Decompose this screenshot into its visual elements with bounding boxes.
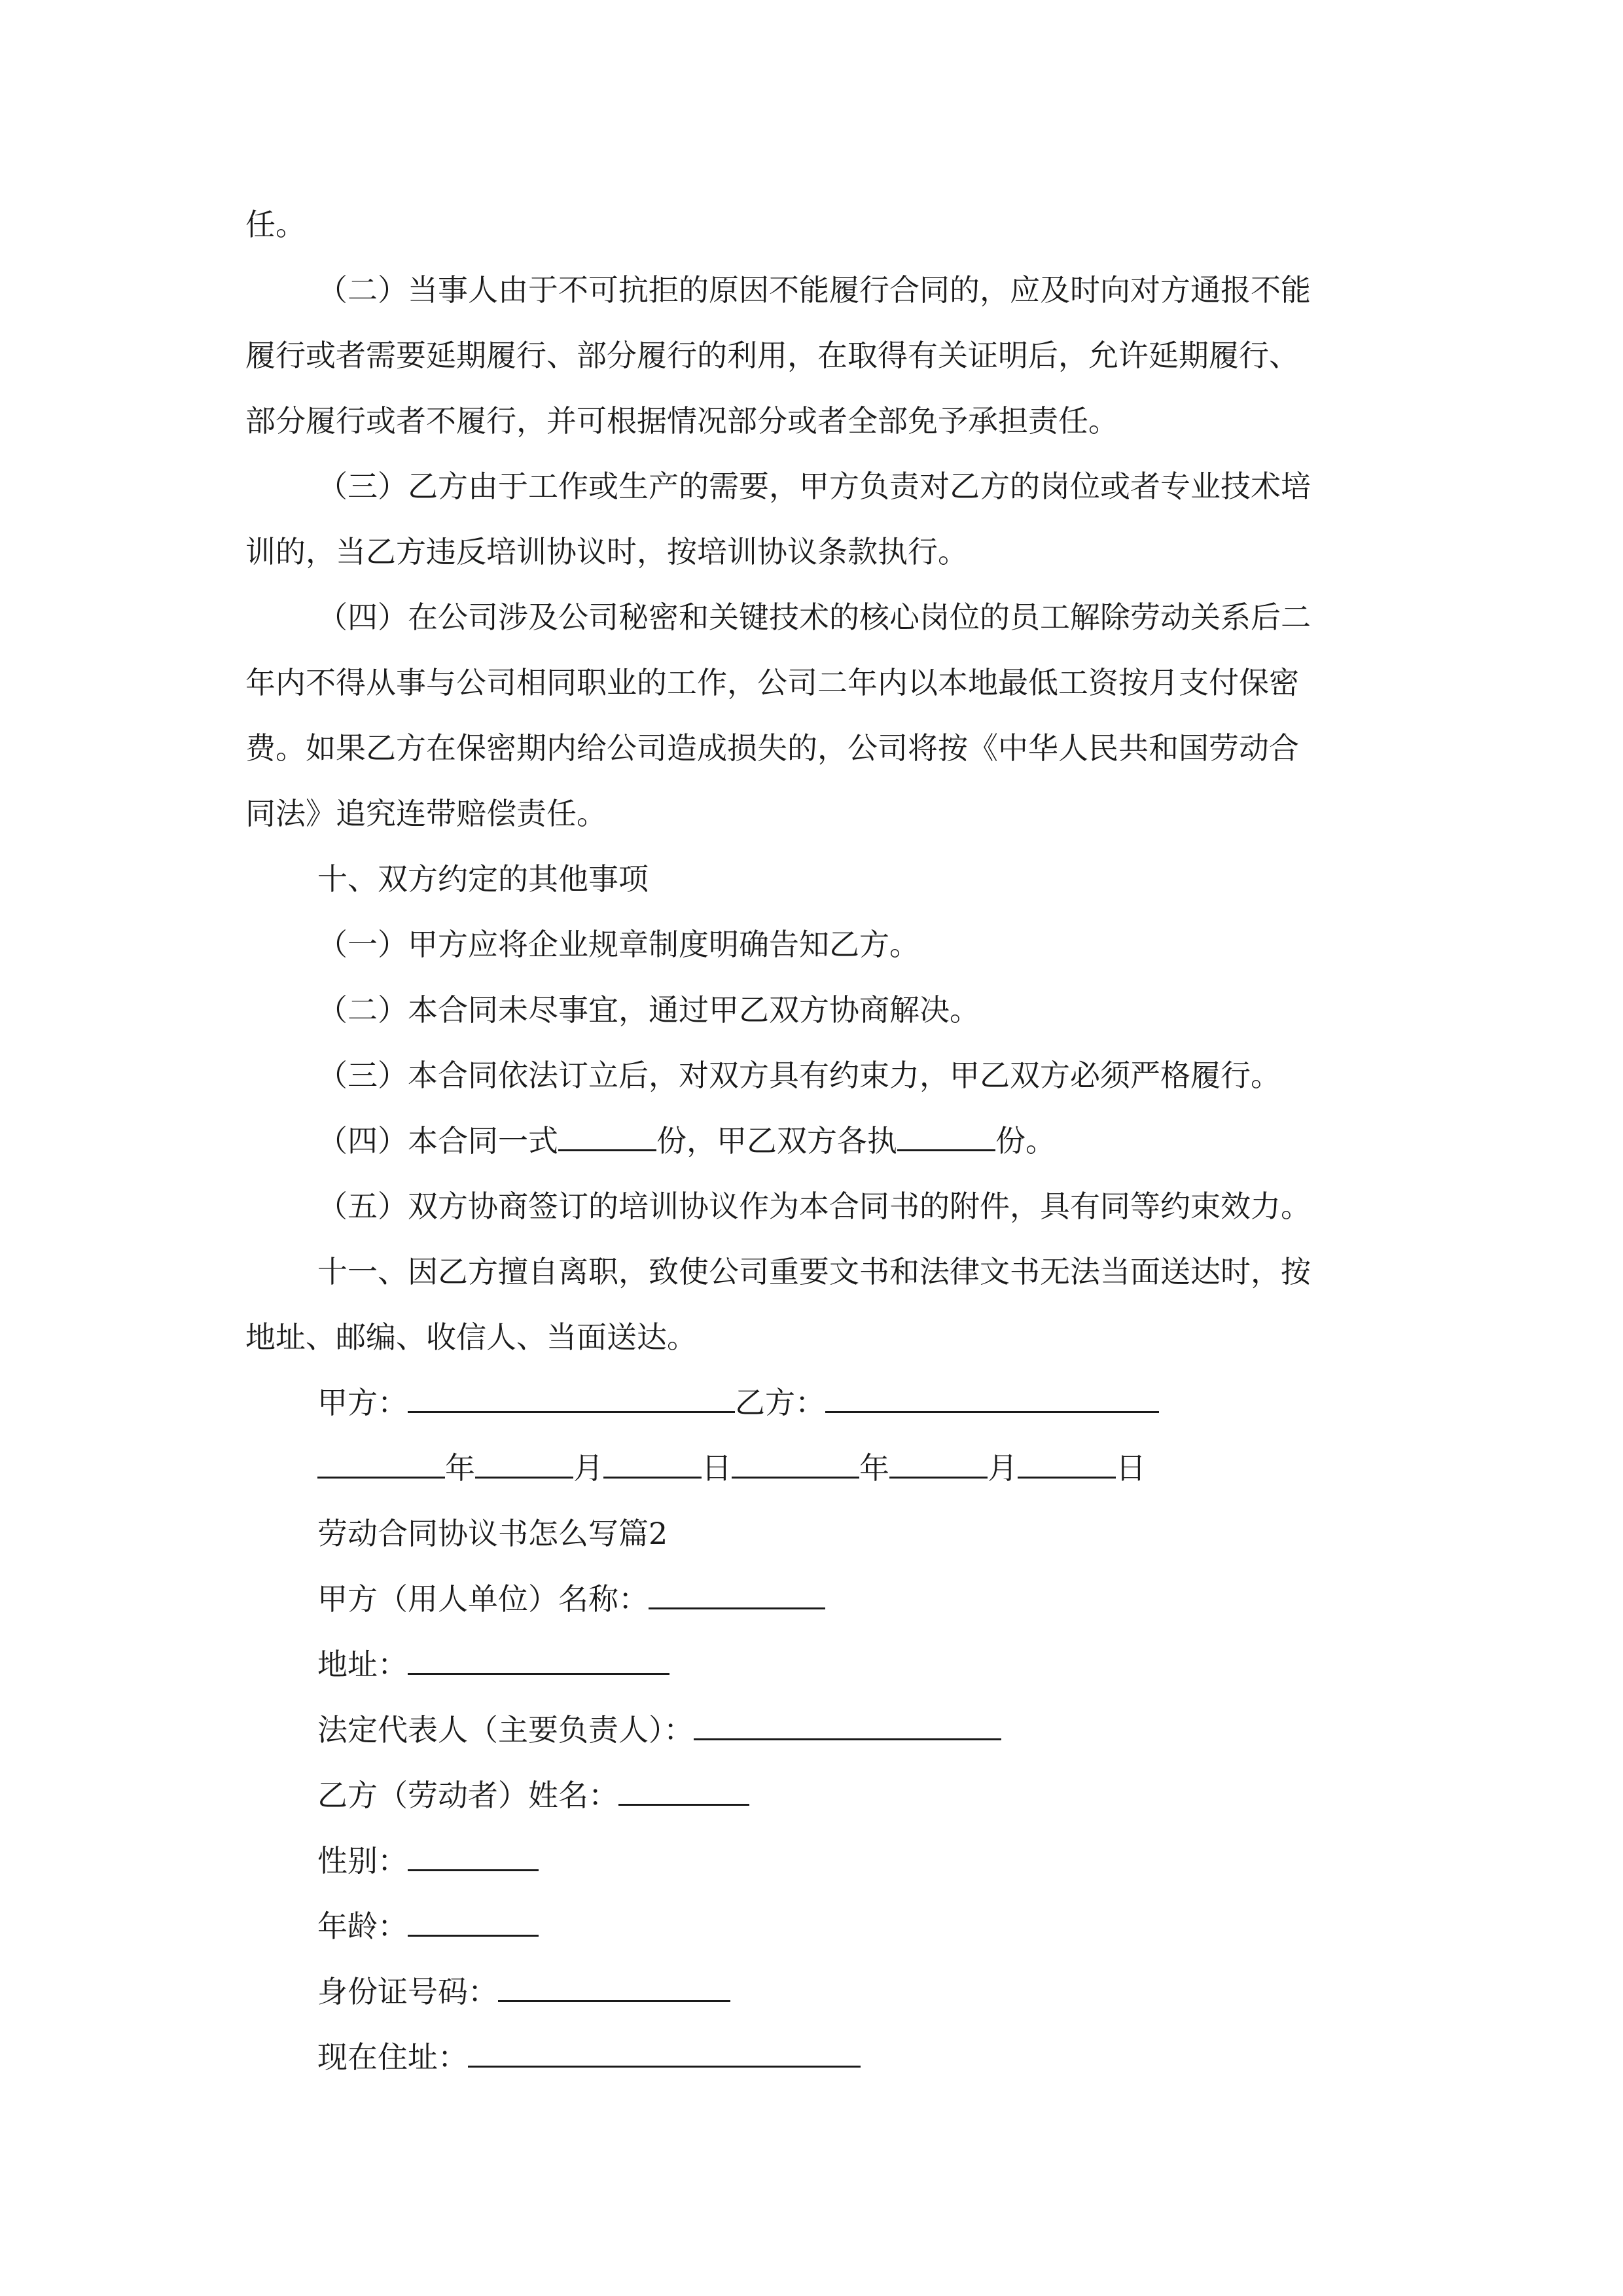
- text-line: （二）当事人由于不可抗拒的原因不能履行合同的，应及时向对方通报不能: [317, 272, 1311, 308]
- signature-line: [317, 1383, 1159, 1422]
- form-field-address: [317, 1645, 669, 1684]
- text-line: 训的，当乙方违反培训协议时，按培训协议条款执行。: [245, 534, 968, 569]
- day-unit: 日: [702, 1450, 732, 1486]
- gender-blank[interactable]: [408, 1843, 539, 1871]
- party-b-label: 乙方：: [735, 1385, 825, 1420]
- address-blank[interactable]: [408, 1647, 669, 1675]
- text-line: 年内不得从事与公司相同职业的工作，公司二年内以本地最低工资按月支付保密: [245, 665, 1299, 700]
- section-title: 劳动合同协议书怎么写篇2: [317, 1516, 668, 1551]
- year-b-blank[interactable]: [732, 1450, 859, 1479]
- month-unit: 月: [573, 1450, 603, 1486]
- year-unit: 年: [859, 1450, 889, 1486]
- field-label: 现在住址：: [317, 2039, 468, 2075]
- form-field-legal-rep: [317, 1710, 1001, 1749]
- text-line: 任。: [245, 207, 306, 242]
- text-line: （三）乙方由于工作或生产的需要，甲方负责对乙方的岗位或者专业技术培: [317, 469, 1311, 504]
- form-field-current-address: [317, 2037, 861, 2077]
- year-unit: 年: [445, 1450, 475, 1486]
- day-b-blank[interactable]: [1018, 1450, 1116, 1479]
- employee-name-blank[interactable]: [618, 1778, 749, 1806]
- copies-total-blank[interactable]: [558, 1123, 656, 1151]
- section-heading: 十、双方约定的其他事项: [317, 861, 649, 897]
- id-number-blank[interactable]: [498, 1974, 730, 2002]
- month-unit: 月: [988, 1450, 1018, 1486]
- day-unit: 日: [1116, 1450, 1146, 1486]
- form-field-age: [317, 1907, 539, 1946]
- field-label: 法定代表人（主要负责人）：: [317, 1712, 694, 1748]
- copies-each-blank[interactable]: [897, 1123, 995, 1151]
- field-label: 乙方（劳动者）姓名：: [317, 1778, 618, 1813]
- text-line: 履行或者需要延期履行、部分履行的利用，在取得有关证明后，允许延期履行、: [245, 338, 1299, 373]
- month-b-blank[interactable]: [889, 1450, 988, 1479]
- field-label: 身份证号码：: [317, 1974, 498, 2009]
- field-label: 年龄：: [317, 1909, 408, 1944]
- section-heading: 十一、因乙方擅自离职，致使公司重要文书和法律文书无法当面送达时，按: [317, 1254, 1311, 1289]
- form-field-employer-name: [317, 1579, 825, 1619]
- text-line: （四）在公司涉及公司秘密和关键技术的核心岗位的员工解除劳动关系后二: [317, 600, 1311, 635]
- current-address-blank[interactable]: [468, 2039, 861, 2068]
- party-a-label: 甲方：: [317, 1385, 408, 1420]
- text-line: 同法》追究连带赔偿责任。: [245, 796, 607, 831]
- age-blank[interactable]: [408, 1909, 539, 1937]
- field-label: 甲方（用人单位）名称：: [317, 1581, 649, 1617]
- employer-name-blank[interactable]: [649, 1581, 825, 1609]
- text-line: （二）本合同未尽事宜，通过甲乙双方协商解决。: [317, 992, 980, 1028]
- legal-rep-blank[interactable]: [694, 1712, 1001, 1740]
- text-line: 部分履行或者不履行，并可根据情况部分或者全部免予承担责任。: [245, 403, 1118, 439]
- text-line: （三）本合同依法订立后，对双方具有约束力，甲乙双方必须严格履行。: [317, 1058, 1281, 1093]
- text-line: （一）甲方应将企业规章制度明确告知乙方。: [317, 927, 919, 962]
- party-a-blank[interactable]: [408, 1385, 735, 1413]
- form-field-id-number: [317, 1972, 730, 2011]
- copies-suffix: 份。: [995, 1123, 1056, 1158]
- month-a-blank[interactable]: [475, 1450, 573, 1479]
- party-b-blank[interactable]: [825, 1385, 1159, 1413]
- form-field-employee-name: [317, 1776, 749, 1815]
- copies-line: [317, 1121, 1056, 1160]
- day-a-blank[interactable]: [603, 1450, 702, 1479]
- date-line: [317, 1448, 1146, 1488]
- text-line: 地址、邮编、收信人、当面送达。: [245, 1319, 697, 1355]
- form-field-gender: [317, 1841, 539, 1880]
- year-a-blank[interactable]: [317, 1450, 445, 1479]
- field-label: 性别：: [317, 1843, 408, 1878]
- copies-middle: 份，甲乙双方各执: [656, 1123, 897, 1158]
- text-line: 费。如果乙方在保密期内给公司造成损失的，公司将按《中华人民共和国劳动合: [245, 730, 1299, 766]
- field-label: 地址：: [317, 1647, 408, 1682]
- copies-prefix: （四）本合同一式: [317, 1123, 558, 1158]
- text-line: （五）双方协商签订的培训协议作为本合同书的附件，具有同等约束效力。: [317, 1189, 1311, 1224]
